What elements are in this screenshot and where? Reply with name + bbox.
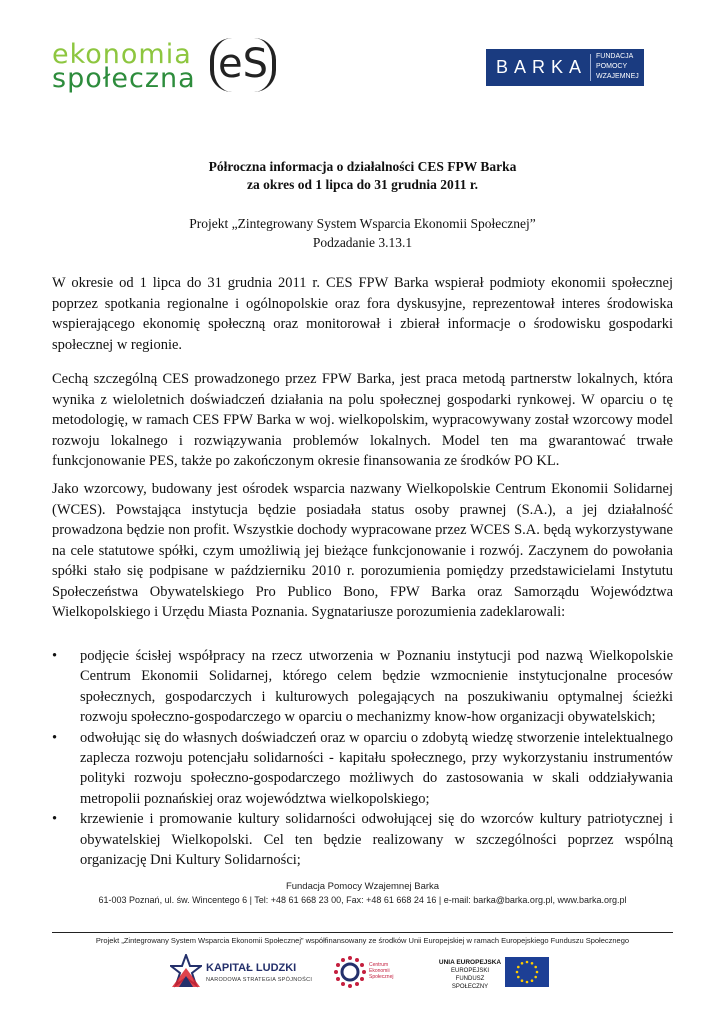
kapital-ludzki-title: KAPITAŁ LUDZKI xyxy=(206,962,297,974)
bullet-icon: • xyxy=(52,811,58,828)
bullet-icon: • xyxy=(52,648,58,664)
list-item-text: krzewienie i promowanie kultury solidarności odwołującej się do wzorców kultury patriotycznej i obywatelskiej Wielkopolski. Cel ten będzie realizowany w szczególności poprzez wspólną organizację Dni Kultury Solidarności; xyxy=(80,811,673,869)
barka-logo xyxy=(486,49,644,86)
kapital-ludzki-star-icon xyxy=(170,954,202,988)
eu-line-1: UNIA EUROPEJSKA xyxy=(438,959,502,966)
list-item-text: podjęcie ścisłej współpracy na rzecz utworzenia w Poznaniu instytucji pod nazwą Wielkopolskie Centrum Ekonomii Solidarnej, którego celem będzie wzmocnienie instytucjonalne procesów społecznych, gospodarczych i kulturowych polegających na poszukiwaniu optymalnej ścieżki rozwoju społeczno-gospodarczego w oparciu o mechanizmy know-how organizacji obywatelskich; xyxy=(80,648,673,726)
paragraph-2: Cechą szczególną CES prowadzonego przez FPW Barka, jest praca metodą partnerstw lokalnych, która wynika z wieloletnich doświadczeń działania na polu społecznej gospodarki rynkowej. W oparciu o tę metodologię, w ramach CES FPW Barka w woj. wielkopolskim, wypracowywany został wzorcowy model rozwoju lokalnego i rozwiązywania problemów lokalnych. Model ten ma gwarantować trwałe funkcjonowanie PES, także po zakończonym okresie finansowania ze środków PO KL. xyxy=(52,371,673,469)
ces-ring-icon xyxy=(333,955,367,989)
eu-line-2: EUROPEJSKI xyxy=(450,968,489,974)
document-title-line-2: za okres od 1 lipca do 31 grudnia 2011 r. xyxy=(246,177,479,192)
barka-sub-line-2: POMOCY xyxy=(596,63,628,70)
eu-line-3: FUNDUSZ SPOŁECZNY xyxy=(451,976,489,990)
eu-flag-icon xyxy=(505,957,549,987)
spoleczna-logo-word: społeczna xyxy=(52,63,196,94)
kapital-ludzki-logo xyxy=(166,952,316,992)
eu-logo xyxy=(438,957,550,991)
barka-logo-name: BARKA xyxy=(496,57,588,77)
footer-project-note: Projekt „Zintegrowany System Wsparcia Ekonomii Społecznej” współfinansowany ze środków Unii Europejskiej w ramach Europejskiego Funduszu Społecznego xyxy=(95,936,630,945)
ekonomia-logo-word: ekonomia xyxy=(52,39,192,70)
barka-sub-line-1: FUNDACJA xyxy=(596,53,634,60)
header-logos xyxy=(0,0,725,110)
ces-line-1: Centrum xyxy=(369,962,389,968)
footer-org-name: Fundacja Pomocy Wzajemnej Barka xyxy=(285,881,440,892)
paragraph-1: W okresie od 1 lipca do 31 grudnia 2011 r. CES FPW Barka wspierał podmioty ekonomii społecznej poprzez spotkania regionalne i ogólnopolskie oraz fora dyskusyjne, reprezentował interes środowiska wspierającego ekonomię społeczną oraz monitorował i zbierał informacje o środowisku gospodarki społecznej w regionie. xyxy=(52,275,673,353)
bullet-icon: • xyxy=(52,729,58,746)
subtask-number: Podzadanie 3.13.1 xyxy=(312,235,413,250)
document-title-line-1: Półroczna informacja o działalności CES FPW Barka xyxy=(208,159,517,174)
barka-sub-line-3: WZAJEMNEJ xyxy=(596,73,639,80)
footer-divider xyxy=(52,932,673,933)
paragraph-3: Jako wzorcowy, budowany jest ośrodek wsparcia nazwany Wielkopolskie Centrum Ekonomii Solidarnej (WCES). Powstająca instytucja będzie posiadała status osoby prawnej (S.A.), a jej działalność prowadzona będzie non profit. Wszystkie dochody wypracowane przez WCES S.A. będą wykorzystywane na cele statutowe spółki, czym umożliwią jej bieżące funkcjonowanie i rozwój. Zaczynem do powołania spółki stało się podpisane w październiku 2010 r. porozumienia pomiędzy przedstawicielami Instytutu Społeczeństwa Obywatelskiego Pro Publico Bono, FPW Barka oraz Samorządu Województwa Wielkopolskiego i Urzędu Miasta Poznania. Sygnatariusze porozumienia zadeklarowali: xyxy=(52,481,673,620)
list-item xyxy=(52,809,673,870)
project-name: Projekt „Zintegrowany System Wsparcia Ekonomii Społecznej” xyxy=(189,216,536,231)
eu-logo-text xyxy=(438,959,502,991)
ces-line-3: Społecznej xyxy=(369,974,394,980)
list-item-text: odwołując się do własnych doświadczeń oraz w oparciu o zdobytą wiedzę stworzenie intelektualnego zaplecza rozwoju potencjału solidarności - kapitału społecznego, przy wykorzystaniu instrumentów polityki rozwoju społeczno-gospodarczego możliwych do zastosowania w skali oddziaływania metropolii poznańskiej oraz województwa wielkopolskiego; xyxy=(80,729,673,807)
list-item xyxy=(52,646,673,728)
barka-logo-subtitle xyxy=(596,52,639,82)
ces-logo-text xyxy=(369,962,405,980)
ces-line-2: Ekonomii xyxy=(369,968,390,974)
list-item xyxy=(52,728,673,810)
barka-logo-divider xyxy=(590,54,591,81)
kapital-ludzki-subtitle: NARODOWA STRATEGIA SPÓJNOŚCI xyxy=(206,977,313,983)
declarations-list xyxy=(52,646,673,870)
footer-address: 61-003 Poznań, ul. św. Wincentego 6 | Tel: +48 61 668 23 00, Fax: +48 61 668 24 16 | e-mail: barka@barka.org.pl, www.barka.org.pl xyxy=(98,895,627,905)
ces-logo xyxy=(333,955,413,991)
es-logo-mark: eS xyxy=(218,41,268,87)
